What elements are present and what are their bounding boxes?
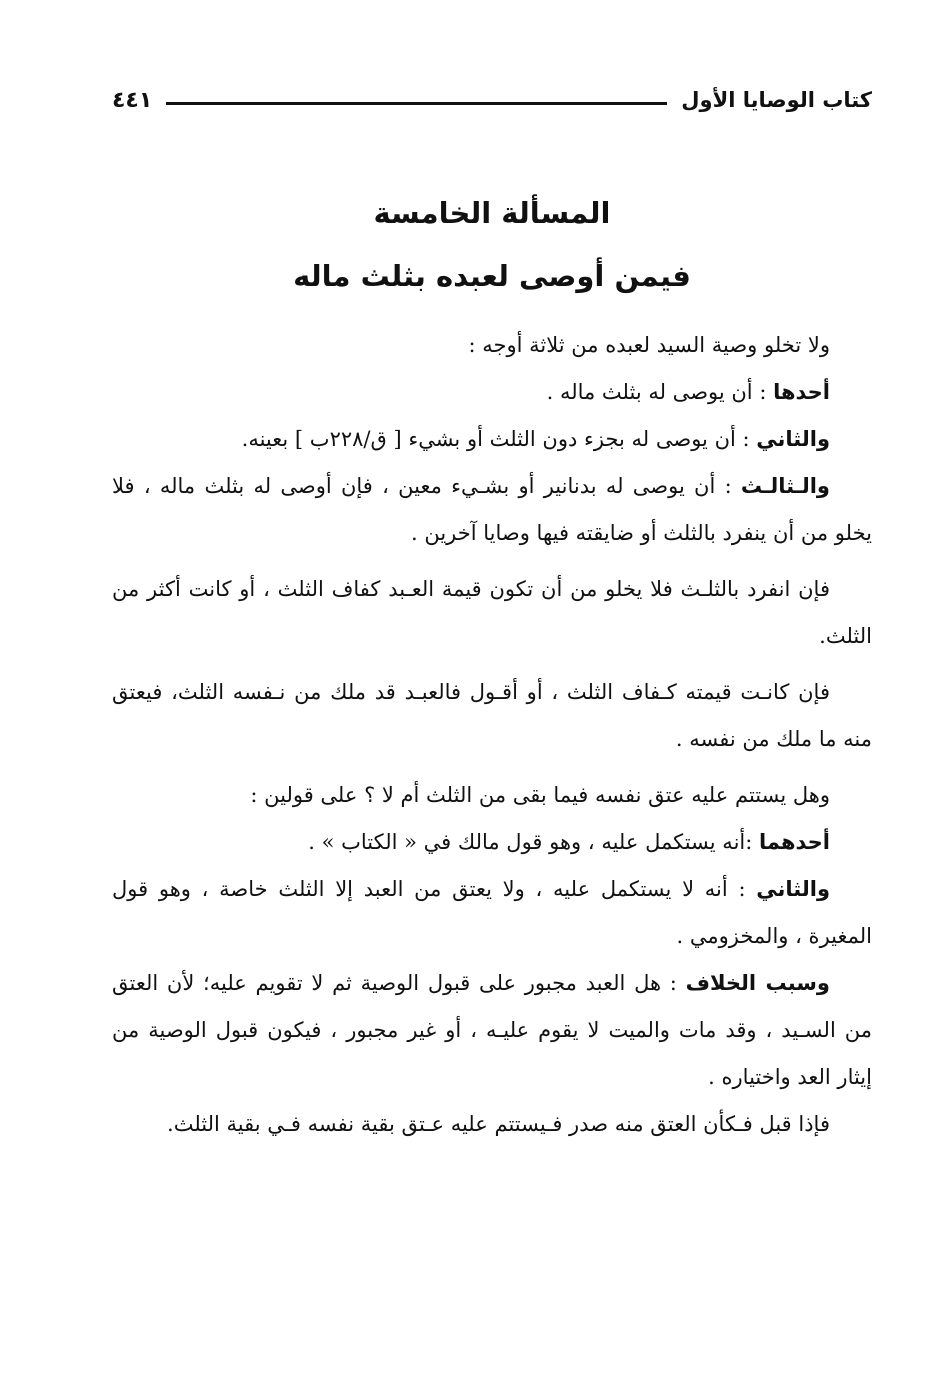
section-heading: المسألة الخامسة [373, 196, 611, 230]
paragraph-text: : أن يوصى له بدنانير أو بشـيء معين ، فإن أوصى له بثلث ماله ، فلا يخلو من أن ينفرد بالثلث أو ضايقته فيها وصايا آخرين . [112, 474, 872, 545]
body-text [112, 322, 872, 1148]
running-header [112, 82, 872, 118]
paragraph-first-opinion [112, 819, 872, 866]
paragraph-text: فإذا قبل فـكأن العتق منه صدر فـيستتم عليه عـتق بقية نفسه فـي بقية الثلث. [167, 1112, 830, 1136]
paragraph-text: :أنه يستكمل عليه ، وهو قول مالك في « الكتاب » . [308, 830, 759, 854]
paragraph-lead: وسبب الخلاف [685, 971, 830, 995]
paragraph-value-equal [112, 669, 872, 763]
paragraph-text: : أن يوصى له بثلث ماله . [546, 380, 774, 404]
page-number: ٤٤١ [112, 87, 153, 113]
paragraph-alone-third [112, 566, 872, 660]
paragraph-intro [112, 322, 872, 369]
paragraph-disagreement-cause [112, 960, 872, 1101]
paragraph-lead: أحدهما [759, 830, 830, 854]
header-title: كتاب الوصايا الأول [681, 88, 872, 112]
paragraph-lead: أحدها [773, 380, 830, 404]
paragraph-question [112, 772, 872, 819]
paragraph-second-opinion [112, 866, 872, 960]
paragraph-text: فإن كانـت قيمته كـفاف الثلث ، أو أقـول فالعبـد قد ملك من نـفسه الثلث، فيعتق منه ما ملك من نفسه . [112, 680, 872, 751]
paragraph-text: : هل العبد مجبور على قبول الوصية ثم لا تقويم عليه؛ لأن العتق من السـيد ، وقد مات والميت لا يقوم عليـه ، أو غير مجبور ، فيكون قبول الوصية من إيثار العد واختياره . [112, 971, 872, 1089]
paragraph-first-case [112, 369, 872, 416]
paragraph-text: ولا تخلو وصية السيد لعبده من ثلاثة أوجه : [468, 333, 830, 357]
paragraph-lead: والـثالـث [740, 474, 830, 498]
paragraph-text: : أنه لا يستكمل عليه ، ولا يعتق من العبد إلا الثلث خاصة ، وهو قول المغيرة ، والمخزومي . [112, 877, 872, 948]
header-rule [166, 102, 667, 105]
paragraph-text: وهل يستتم عليه عتق نفسه فيما بقى من الثلث أم لا ؟ على قولين : [250, 783, 830, 807]
paragraph-conclusion [112, 1101, 872, 1148]
paragraph-text: : أن يوصى له بجزء دون الثلث أو بشيء [ ق/٢٢٨ب ] بعينه. [241, 427, 757, 451]
section-subheading: فيمن أوصى لعبده بثلث ماله [293, 259, 691, 293]
paragraph-third-case [112, 463, 872, 557]
paragraph-text: فإن انفرد بالثلـث فلا يخلو من أن تكون قيمة العـبد كفاف الثلث ، أو كانت أكثر من الثلث. [112, 577, 872, 648]
paragraph-lead: والثاني [756, 427, 830, 451]
paragraph-lead: والثاني [756, 877, 830, 901]
paragraph-second-case [112, 416, 872, 463]
